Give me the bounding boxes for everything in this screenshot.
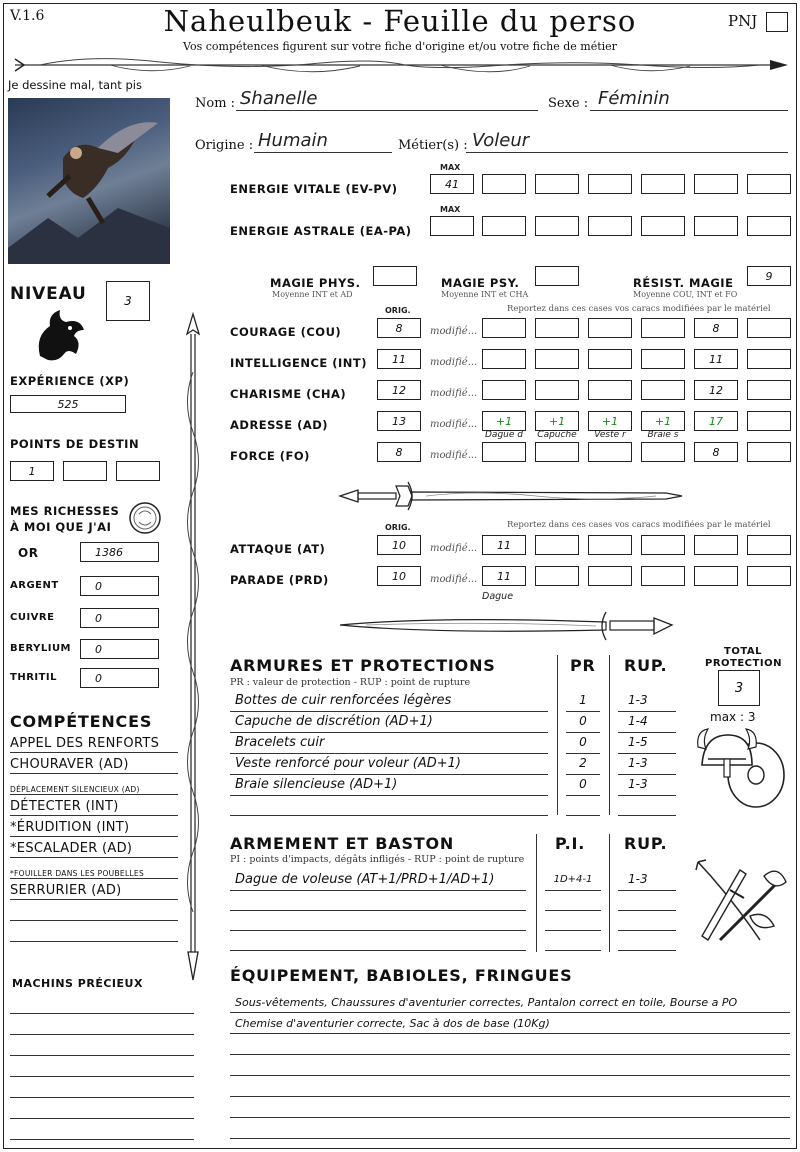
armement-pi-line [545, 930, 601, 931]
origine-line [254, 152, 392, 153]
stat-modif-label: modifié... [430, 450, 478, 461]
combat-mod-box[interactable]: 11 [482, 566, 526, 586]
ea-box[interactable] [641, 216, 685, 236]
stat-mod-box[interactable]: 12 [694, 380, 738, 400]
weapons-icon [690, 856, 790, 946]
combat-modif-label: modifié... [430, 574, 478, 585]
equipement-line [230, 1054, 790, 1055]
machins-line[interactable] [10, 1118, 194, 1119]
competence-item[interactable]: DÉPLACEMENT SILENCIEUX (AD) [10, 785, 140, 794]
stat-label: ADRESSE (AD) [230, 418, 329, 432]
stat-mod-box[interactable] [641, 318, 685, 338]
competence-line [10, 857, 178, 858]
ea-box[interactable] [588, 216, 632, 236]
money-label: OR [18, 546, 39, 560]
sexe-field[interactable]: Féminin [598, 88, 670, 109]
stat-modif-label: modifié... [430, 357, 478, 368]
ea-max-box[interactable] [430, 216, 474, 236]
stat-mod-note: Veste r [594, 430, 626, 440]
armures-pr-line [566, 815, 600, 816]
combat-mod-box[interactable] [694, 535, 738, 555]
armement-divider-2 [609, 834, 610, 952]
metier-line [466, 152, 788, 153]
armure-rup[interactable]: 1-3 [628, 693, 648, 707]
armures-divider-1 [557, 655, 558, 815]
stat-modif-label: modifié... [430, 326, 478, 337]
stat-mod-box[interactable] [535, 442, 579, 462]
arme-rup[interactable]: 1-3 [628, 872, 648, 886]
magie-psy-note: Moyenne INT et CHA [441, 290, 529, 299]
competence-line [10, 773, 178, 774]
money-label: ARGENT [10, 580, 59, 591]
armement-line[interactable] [230, 910, 526, 911]
armures-row-line [230, 815, 548, 816]
armement-col-rup: RUP. [624, 834, 668, 853]
armure-line [230, 711, 548, 712]
magie-phys-note: Moyenne INT et AD [272, 290, 353, 299]
ev-box[interactable] [694, 174, 738, 194]
combat-orig-label: ORIG. [385, 523, 411, 532]
armure-name[interactable]: Capuche de discrétion (AD+1) [235, 714, 433, 729]
armure-pr-line [566, 753, 600, 754]
stat-orig-box[interactable]: 13 [377, 411, 421, 431]
armures-col-pr: PR [570, 656, 596, 675]
combat-mod-box[interactable] [588, 566, 632, 586]
armure-rup[interactable]: 1-3 [628, 756, 648, 770]
stat-mod-box[interactable]: +1 [588, 411, 632, 431]
nom-label: Nom : [195, 96, 236, 111]
money-box[interactable]: 0 [80, 668, 159, 688]
destin-box-3[interactable] [116, 461, 160, 481]
ev-box[interactable] [535, 174, 579, 194]
competence-line [10, 920, 178, 921]
ev-box[interactable] [482, 174, 526, 194]
stat-modif-label: modifié... [430, 419, 478, 430]
stat-label: CHARISME (CHA) [230, 387, 347, 401]
competence-item[interactable]: CHOURAVER (AD) [10, 757, 129, 772]
metier-field[interactable]: Voleur [472, 130, 530, 151]
stat-mod-box[interactable] [588, 380, 632, 400]
machins-line[interactable] [10, 1055, 194, 1056]
machins-line[interactable] [10, 1076, 194, 1077]
money-box[interactable]: 1386 [80, 542, 159, 562]
equipement-line [230, 1117, 790, 1118]
money-label: BERYLIUM [10, 643, 72, 654]
stat-orig-box[interactable]: 8 [377, 318, 421, 338]
stat-mod-box[interactable] [588, 318, 632, 338]
richesses-label-1: MES RICHESSES [10, 504, 120, 518]
destin-box-2[interactable] [63, 461, 107, 481]
stat-label: FORCE (FO) [230, 449, 310, 463]
version-label: V.1.6 [10, 8, 45, 24]
equipement-item[interactable]: Chemise d'aventurier correcte, Sac à dos de base (10Kg) [235, 1017, 550, 1030]
xp-box[interactable]: 525 [10, 395, 126, 413]
stat-mod-box[interactable] [535, 349, 579, 369]
stat-mod-box[interactable] [535, 318, 579, 338]
equipement-item[interactable]: Sous-vêtements, Chaussures d'aventurier correctes, Pantalon correct en toile, Bourse a PO [235, 996, 738, 1009]
money-label: THRITIL [10, 672, 58, 683]
page-title: Naheulbeuk - Feuille du perso [163, 4, 637, 38]
nom-line [236, 110, 538, 111]
armement-title: ARMEMENT ET BASTON [230, 834, 455, 853]
arme-line [230, 890, 526, 891]
stat-mod-box[interactable] [747, 411, 791, 431]
combat-label: ATTAQUE (AT) [230, 542, 326, 556]
competence-line [10, 899, 178, 900]
resist-magie-label: RÉSIST. MAGIE [633, 276, 734, 290]
combat-modif-label: modifié... [430, 543, 478, 554]
magie-phys-box[interactable] [373, 266, 417, 286]
magie-phys-label: MAGIE PHYS. [270, 276, 361, 290]
competence-item[interactable]: *ESCALADER (AD) [10, 841, 133, 856]
stat-modif-label: modifié... [430, 388, 478, 399]
combat-mod-box[interactable] [747, 566, 791, 586]
armement-rup-line [618, 910, 676, 911]
armure-rup-line [618, 753, 676, 754]
competence-item[interactable]: DÉTECTER (INT) [10, 799, 119, 814]
stat-label: COURAGE (COU) [230, 325, 342, 339]
armure-pr-line [566, 711, 600, 712]
competence-line [10, 794, 178, 795]
stat-mod-note: Dague d [485, 430, 523, 440]
stats-report-note: Reportez dans ces cases vos caracs modifiées par le matériel [507, 304, 771, 314]
destin-box-1[interactable]: 1 [10, 461, 54, 481]
stat-mod-box[interactable] [482, 442, 526, 462]
armure-rup[interactable]: 1-3 [628, 777, 648, 791]
ea-max-label: MAX [440, 205, 461, 214]
armure-pr-line [566, 732, 600, 733]
combat-mod-box[interactable] [588, 535, 632, 555]
armures-divider-2 [609, 655, 610, 815]
stat-mod-box[interactable] [747, 349, 791, 369]
stat-mod-box[interactable] [588, 442, 632, 462]
armures-rup-line [618, 815, 676, 816]
stat-mod-box[interactable] [482, 318, 526, 338]
combat-mod-box[interactable] [641, 535, 685, 555]
armure-pr-line [566, 795, 600, 796]
arme-rup-line [618, 890, 676, 891]
armure-pr[interactable]: 0 [579, 714, 587, 728]
stat-orig-box[interactable]: 11 [377, 349, 421, 369]
sexe-line [590, 110, 788, 111]
stat-mod-box[interactable] [641, 380, 685, 400]
resist-magie-note: Moyenne COU, INT et FO [633, 290, 738, 299]
portrait-caption: Je dessine mal, tant pis [8, 78, 142, 92]
stat-mod-box[interactable]: 8 [694, 442, 738, 462]
ea-box[interactable] [694, 216, 738, 236]
dragon-icon [30, 306, 90, 364]
sword-divider-2-icon [336, 606, 686, 644]
machins-line[interactable] [10, 1097, 194, 1098]
stat-orig-box[interactable]: 8 [377, 442, 421, 462]
combat-mod-box[interactable] [535, 566, 579, 586]
stat-mod-box[interactable] [482, 349, 526, 369]
armure-name[interactable]: Veste renforcé pour voleur (AD+1) [235, 756, 461, 771]
competence-line [10, 752, 178, 753]
origine-field[interactable]: Humain [258, 130, 328, 151]
competence-item[interactable]: *ÉRUDITION (INT) [10, 820, 130, 835]
stat-mod-box[interactable]: +1 [641, 411, 685, 431]
stat-mod-note: Braie s [647, 430, 679, 440]
armure-rup-line [618, 711, 676, 712]
armure-pr[interactable]: 1 [579, 693, 587, 707]
stat-mod-box[interactable]: 11 [694, 349, 738, 369]
machins-line[interactable] [10, 1013, 194, 1014]
competence-line [10, 836, 178, 837]
portrait-image [8, 98, 170, 264]
ea-box[interactable] [482, 216, 526, 236]
stat-mod-box[interactable]: +1 [482, 411, 526, 431]
armement-pi-line [545, 910, 601, 911]
metier-label: Métier(s) : [398, 138, 468, 153]
armure-rup[interactable]: 1-5 [628, 735, 648, 749]
helmet-shield-icon [694, 725, 789, 815]
destin-label: POINTS DE DESTIN [10, 437, 140, 451]
arme-name[interactable]: Dague de voleuse (AT+1/PRD+1/AD+1) [235, 872, 495, 887]
spear-divider-icon [180, 312, 206, 982]
armement-line[interactable] [230, 930, 526, 931]
stat-mod-box[interactable] [747, 380, 791, 400]
armure-line [230, 774, 548, 775]
ev-label: ENERGIE VITALE (EV-PV) [230, 182, 398, 196]
money-label: CUIVRE [10, 612, 55, 623]
resist-magie-box[interactable]: 9 [747, 266, 791, 286]
stat-mod-box[interactable]: 8 [694, 318, 738, 338]
competence-item[interactable]: *FOUILLER DANS LES POUBELLES [10, 869, 145, 878]
competences-label: COMPÉTENCES [10, 712, 153, 731]
combat-label: PARADE (PRD) [230, 573, 329, 587]
ea-box[interactable] [535, 216, 579, 236]
total-protection-box[interactable]: 3 [718, 670, 760, 706]
armures-title: ARMURES ET PROTECTIONS [230, 656, 496, 675]
competence-item[interactable]: SERRURIER (AD) [10, 883, 122, 898]
equipement-line [230, 1033, 790, 1034]
armement-rup-line [618, 930, 676, 931]
ea-label: ENERGIE ASTRALE (EA-PA) [230, 224, 412, 238]
total-label-2: PROTECTION [705, 658, 782, 669]
armure-line [230, 795, 548, 796]
money-box[interactable]: 0 [80, 608, 159, 628]
competence-line [10, 941, 178, 942]
stat-mod-box[interactable] [747, 442, 791, 462]
stat-mod-box[interactable] [747, 318, 791, 338]
money-box[interactable]: 0 [80, 639, 159, 659]
armure-name[interactable]: Bracelets cuir [235, 735, 325, 750]
armement-divider-1 [536, 834, 537, 952]
page-subtitle: Vos compétences figurent sur votre fiche d'origine et/ou votre fiche de métier [183, 40, 617, 53]
combat-orig-box[interactable]: 10 [377, 566, 421, 586]
richesses-label-2: À MOI QUE J'AI [10, 520, 112, 534]
armure-pr[interactable]: 0 [579, 735, 587, 749]
equipement-line [230, 1138, 790, 1139]
stat-mod-box[interactable] [588, 349, 632, 369]
armement-note: PI : points d'impacts, dégâts infligés - RUP : point de rupture [230, 854, 525, 865]
armure-pr[interactable]: 2 [579, 756, 587, 770]
stats-orig-label: ORIG. [385, 306, 411, 315]
ev-box[interactable] [588, 174, 632, 194]
armement-line[interactable] [230, 950, 526, 951]
armure-line [230, 732, 548, 733]
stat-mod-box[interactable] [641, 442, 685, 462]
combat-mod-box[interactable] [641, 566, 685, 586]
combat-mod-box[interactable]: 11 [482, 535, 526, 555]
max-protection: max : 3 [710, 710, 756, 724]
machins-line[interactable] [10, 1034, 194, 1035]
competence-line [10, 878, 178, 879]
total-label-1: TOTAL [724, 646, 762, 657]
armure-rup[interactable]: 1-4 [628, 714, 648, 728]
machins-label: MACHINS PRÉCIEUX [12, 977, 143, 990]
armure-name[interactable]: Bottes de cuir renforcées légères [235, 693, 452, 708]
armure-line [230, 753, 548, 754]
competence-line [10, 815, 178, 816]
pnj-checkbox[interactable] [766, 12, 788, 32]
ev-box[interactable] [641, 174, 685, 194]
ev-box[interactable] [747, 174, 791, 194]
ea-box[interactable] [747, 216, 791, 236]
equipement-title: ÉQUIPEMENT, BABIOLES, FRINGUES [230, 966, 573, 985]
machins-line[interactable] [10, 1139, 194, 1140]
combat-note: Dague [482, 591, 514, 602]
equipement-line [230, 1075, 790, 1076]
stat-mod-box[interactable]: +1 [535, 411, 579, 431]
combat-mod-box[interactable] [694, 566, 738, 586]
armement-col-pi: P.I. [555, 834, 586, 853]
armure-rup-line [618, 795, 676, 796]
combat-orig-box[interactable]: 10 [377, 535, 421, 555]
money-box[interactable]: 0 [80, 576, 159, 596]
stat-mod-note: Capuche [537, 430, 577, 440]
combat-mod-box[interactable] [535, 535, 579, 555]
competence-item[interactable]: APPEL DES RENFORTS [10, 736, 160, 751]
combat-report-note: Reportez dans ces cases vos caracs modifiées par le matériel [507, 520, 771, 530]
armure-rup-line [618, 774, 676, 775]
stat-mod-box[interactable] [482, 380, 526, 400]
armures-col-rup: RUP. [624, 656, 668, 675]
equipement-line [230, 1096, 790, 1097]
stat-orig-box[interactable]: 12 [377, 380, 421, 400]
arme-pi-line [545, 890, 601, 891]
magie-psy-label: MAGIE PSY. [441, 276, 520, 290]
armure-name[interactable]: Braie silencieuse (AD+1) [235, 777, 398, 792]
combat-mod-box[interactable] [747, 535, 791, 555]
sword-divider-icon [336, 478, 686, 516]
armement-pi-line [545, 950, 601, 951]
pnj-label: PNJ [728, 12, 758, 30]
nom-field[interactable]: Shanelle [240, 88, 318, 109]
origine-label: Origine : [195, 138, 254, 153]
armure-rup-line [618, 732, 676, 733]
equipement-line [230, 1012, 790, 1013]
niveau-box[interactable]: 3 [106, 281, 150, 321]
armures-note: PR : valeur de protection - RUP : point de rupture [230, 677, 471, 688]
stat-mod-box[interactable]: 17 [694, 411, 738, 431]
arme-pi[interactable]: 1D+4-1 [553, 874, 593, 885]
header-sword-ornament [10, 54, 790, 80]
ev-max-box[interactable]: 41 [430, 174, 474, 194]
stat-mod-box[interactable] [641, 349, 685, 369]
armement-rup-line [618, 950, 676, 951]
niveau-label: NIVEAU [10, 284, 87, 304]
coin-icon [127, 500, 163, 536]
xp-label: EXPÉRIENCE (XP) [10, 374, 130, 388]
stat-label: INTELLIGENCE (INT) [230, 356, 368, 370]
magie-psy-box[interactable] [535, 266, 579, 286]
armure-pr[interactable]: 0 [579, 777, 587, 791]
armure-pr-line [566, 774, 600, 775]
sexe-label: Sexe : [548, 96, 589, 111]
ev-max-label: MAX [440, 163, 461, 172]
stat-mod-box[interactable] [535, 380, 579, 400]
